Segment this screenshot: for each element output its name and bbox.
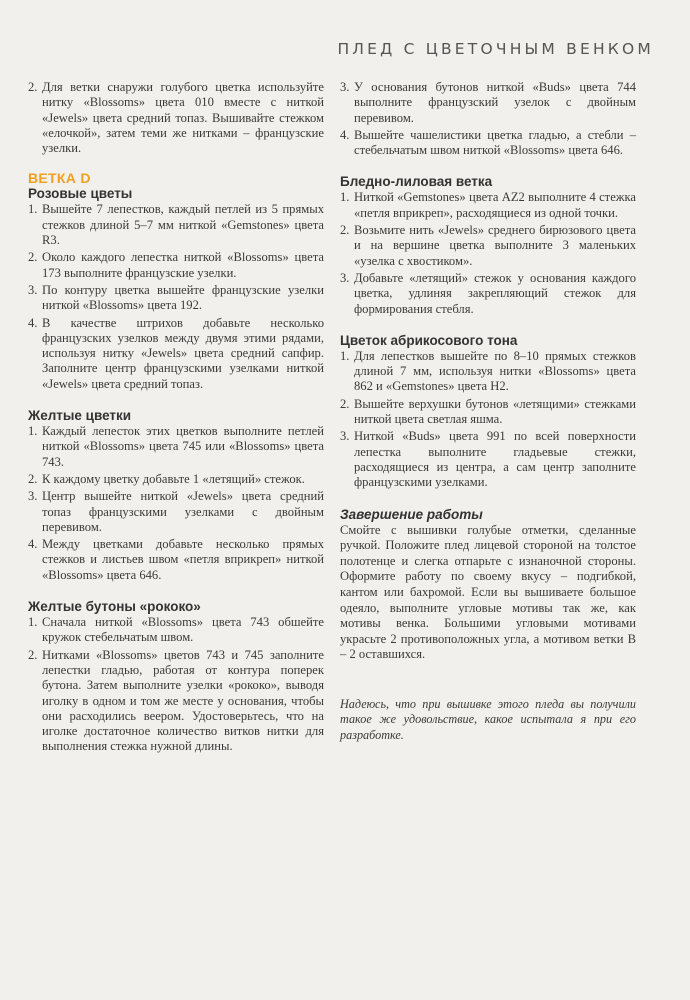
- item-number: 2.: [28, 471, 38, 486]
- section-title-lilac: Бледно-лиловая ветка: [340, 174, 493, 190]
- section-title-apricot: Цветок абрикосового тона: [340, 332, 518, 348]
- list-item: [28, 424, 324, 470]
- item-number: 4.: [28, 537, 38, 552]
- item-number: 2.: [28, 80, 38, 94]
- left-column: [28, 80, 324, 757]
- list-item: [340, 190, 636, 221]
- lilac-list: [340, 190, 636, 316]
- branch-heading: ВЕТКА D: [28, 170, 91, 187]
- list-item: [340, 223, 636, 269]
- closing-note: Надеюсь, что при вышивке этого пледа вы получили такое же удовольствие, какое испытала я при его разработке.: [340, 696, 636, 743]
- section-title-yellow: Желтые цветки: [28, 408, 132, 424]
- pink-list: [28, 202, 324, 392]
- item-text: Для лепестков вышейте по 8–10 прямых стежков длиной 7 мм, используя нитки «Blossoms» цвета 862 и «Gemstones» цвета H2.: [354, 348, 636, 394]
- item-text: Центр вышейте ниткой «Jewels» цвета средний топаз французскими узелками с двойным перевивом.: [42, 489, 324, 534]
- item-text: Вышейте чашелистики цветка гладью, а стебли – стебельчатым швом ниткой «Blossoms» цвета 646.: [354, 127, 636, 158]
- list-item: [28, 615, 324, 646]
- item-number: 3.: [340, 80, 350, 94]
- item-number: 1.: [28, 615, 38, 630]
- item-number: 1.: [340, 190, 350, 205]
- item-text: Возьмите нить «Jewels» среднего бирюзового цвета и на вершине цветка выполните 3 маленьких «узелка с хвостиком».: [354, 223, 636, 268]
- section-title-rococo: Желтые бутоны «рококо»: [28, 599, 201, 615]
- item-text: В качестве штрихов добавьте несколько французских узелков между двумя этими рядами, используя нитку «Jewels» цвета средний сапфир. Заполните центр французскими узелками ниткой «Jewels» цвета средний топаз.: [42, 315, 324, 391]
- item-text: Каждый лепесток этих цветков выполните петлей ниткой «Blossoms» цвета 745 или «Blossoms» цвета 743.: [42, 424, 324, 469]
- item-number: 1.: [340, 348, 350, 363]
- item-number: 2.: [28, 250, 38, 265]
- apricot-list: [340, 349, 636, 491]
- yellow-list: [28, 424, 324, 583]
- intro-list: [28, 80, 324, 156]
- item-number: 3.: [28, 282, 38, 297]
- item-number: 3.: [340, 270, 350, 285]
- item-number: 2.: [340, 223, 350, 238]
- item-text: Сначала ниткой «Blossoms» цвета 743 обшейте кружок стебельчатым швом.: [42, 615, 324, 645]
- item-number: 3.: [28, 489, 38, 504]
- page-header: ПЛЕД С ЦВЕТОЧНЫМ ВЕНКОМ: [337, 40, 654, 58]
- item-text: К каждому цветку добавьте 1 «летящий» стежок.: [42, 471, 305, 486]
- item-text: Ниткой «Buds» цвета 991 по всей поверхности лепестка выполните гладьевые стежки, расходящиеся из центра, а сам центр заполните французскими узелками.: [354, 429, 636, 490]
- rococo-continued-list: [340, 80, 636, 158]
- item-number: 4.: [340, 127, 350, 142]
- list-item: [28, 202, 324, 248]
- list-item: [340, 271, 636, 317]
- right-column: [340, 80, 636, 744]
- list-item: [28, 472, 324, 487]
- item-number: 1.: [28, 202, 38, 217]
- list-item: [340, 80, 636, 126]
- rococo-list: [28, 615, 324, 755]
- item-text: Для ветки снаружи голубого цветка используйте нитку «Blossoms» цвета 010 вместе с ниткой «Jewels» цвета средний топаз. Вышивайте стежком «елочкой», затем теми же нитками – французские узелки.: [42, 80, 324, 156]
- item-number: 3.: [340, 429, 350, 444]
- item-number: 1.: [28, 424, 38, 439]
- item-text: Ниткой «Gemstones» цвета AZ2 выполните 4 стежка «петля вприкреп», расходящиеся из одной точки.: [354, 190, 636, 220]
- item-number: 2.: [340, 396, 350, 411]
- list-item: [340, 349, 636, 395]
- item-text: Вышейте 7 лепестков, каждый петлей из 5 прямых стежков длиной 5–7 мм ниткой «Gemstones» цвета R3.: [42, 202, 324, 248]
- list-item: [340, 429, 636, 490]
- list-item: [28, 283, 324, 314]
- list-item: [28, 80, 324, 156]
- list-item: [28, 648, 324, 755]
- list-item: [340, 128, 636, 159]
- list-item: [28, 250, 324, 281]
- item-number: 4.: [28, 315, 38, 330]
- item-number: 2.: [28, 647, 38, 662]
- list-item: [28, 489, 324, 535]
- item-text: Вышейте верхушки бутонов «летящими» стежками ниткой цвета светлая яшма.: [354, 396, 636, 427]
- item-text: Между цветками добавьте несколько прямых стежков и листьев швом «петля вприкреп» ниткой «Blossoms» цвета 646.: [42, 537, 324, 582]
- item-text: Добавьте «летящий» стежок у основания каждого цветка, удлиняя закрепляющий стежок для формирования стебля.: [354, 270, 636, 316]
- item-text: У основания бутонов ниткой «Buds» цвета 744 выполните французский узелок с двойным перевивом.: [354, 80, 636, 125]
- finish-paragraph: Смойте с вышивки голубые отметки, сделанные ручкой. Положите плед лицевой стороной на толстое полотенце и слегка отпарьте с изнаночной стороны. Оформите работу по своему вкусу – подгибкой, кантом или бахромой. Если вы вышиваете большое одеяло, выполните угловые мотивы так же, как мотивы венка. Большими угловыми мотивами украсьте 2 противоположных угла, а мотивом ветки В – 2 оставшихся.: [340, 522, 636, 662]
- list-item: [340, 397, 636, 428]
- item-text: По контуру цветка вышейте французские узелки ниткой «Blossoms» цвета 192.: [42, 282, 324, 313]
- section-title-finish: Завершение работы: [340, 506, 483, 522]
- item-text: Около каждого лепестка ниткой «Blossoms» цвета 173 выполните французские узелки.: [42, 250, 324, 280]
- list-item: [28, 316, 324, 392]
- list-item: [28, 537, 324, 583]
- item-text: Нитками «Blossoms» цветов 743 и 745 заполните лепестки гладью, работая от контура поперек бутона. Затем выполните узелки «рококо», выводя иголку в одном и том же месте у основания, чтобы они расходились веером. Удостоверьтесь, что на иголке достаточное количество витков нитки для выполнения стежка нужной длины.: [42, 647, 324, 754]
- section-title-pink: Розовые цветы: [28, 186, 133, 202]
